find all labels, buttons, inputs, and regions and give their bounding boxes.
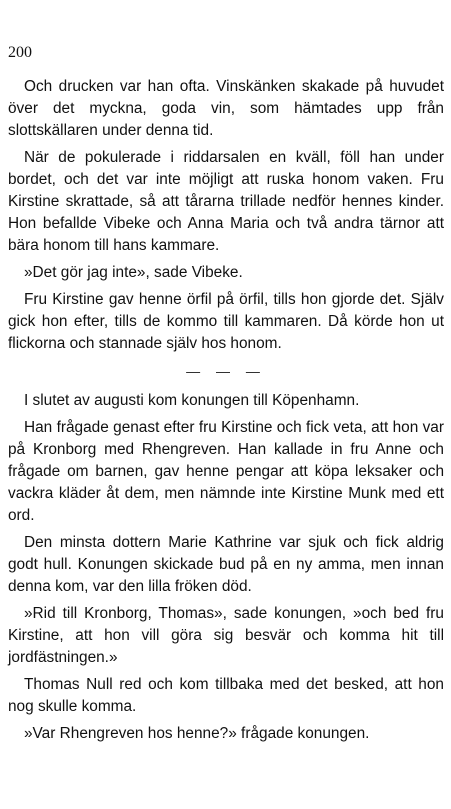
page-number: 200 bbox=[8, 44, 32, 61]
paragraph-9: Thomas Null red och kom tillbaka med det besked, att hon nog skulle komma. bbox=[8, 676, 444, 715]
paragraph-5: I slutet av augusti kom konungen till Köpenhamn. bbox=[24, 392, 360, 409]
body-text bbox=[8, 76, 444, 750]
paragraph-8: »Rid till Kronborg, Thomas», sade konungen, »och bed fru Kirstine, att hon vill göra sig besvär och komma hit till jordfästningen.» bbox=[8, 605, 444, 666]
paragraph-10: »Var Rhengreven hos henne?» frågade konungen. bbox=[24, 725, 370, 742]
paragraph-6: Han frågade genast efter fru Kirstine och fick veta, att hon var på Kronborg med Rhengreven. Han kallade in fru Anne och frågade om barnen, gav henne pengar att köpa leksaker och vackra kläder åt dem, men nämnde inte Kirstine Munk med ett ord. bbox=[8, 419, 444, 524]
paragraph-7: Den minsta dottern Marie Kathrine var sjuk och fick aldrig godt hull. Konungen skickade bud på en ny amma, men innan denna kom, var den lilla fröken död. bbox=[8, 534, 444, 595]
paragraph-3: »Det gör jag inte», sade Vibeke. bbox=[24, 264, 243, 281]
paragraph-2: När de pokulerade i riddarsalen en kväll, föll han under bordet, och det var inte möjligt att ruska honom vaken. Fru Kirstine skrattade, så att tårarna trillade nedför hennes kinder. Hon befallde Vibeke och Anna Maria och två andra tärnor att bära honom till hans kammare. bbox=[8, 149, 444, 254]
section-separator: — — — bbox=[186, 363, 266, 379]
paragraph-4: Fru Kirstine gav henne örfil på örfil, tills hon gjorde det. Själv gick hon efter, tills de kommo till kammaren. Då körde hon ut flickorna och stannade själv hos honom. bbox=[8, 291, 444, 352]
paragraph-1: Och drucken var han ofta. Vinskänken skakade på huvudet över det myckna, goda vin, som hämtades upp från slottskällaren under denna tid. bbox=[8, 78, 444, 139]
